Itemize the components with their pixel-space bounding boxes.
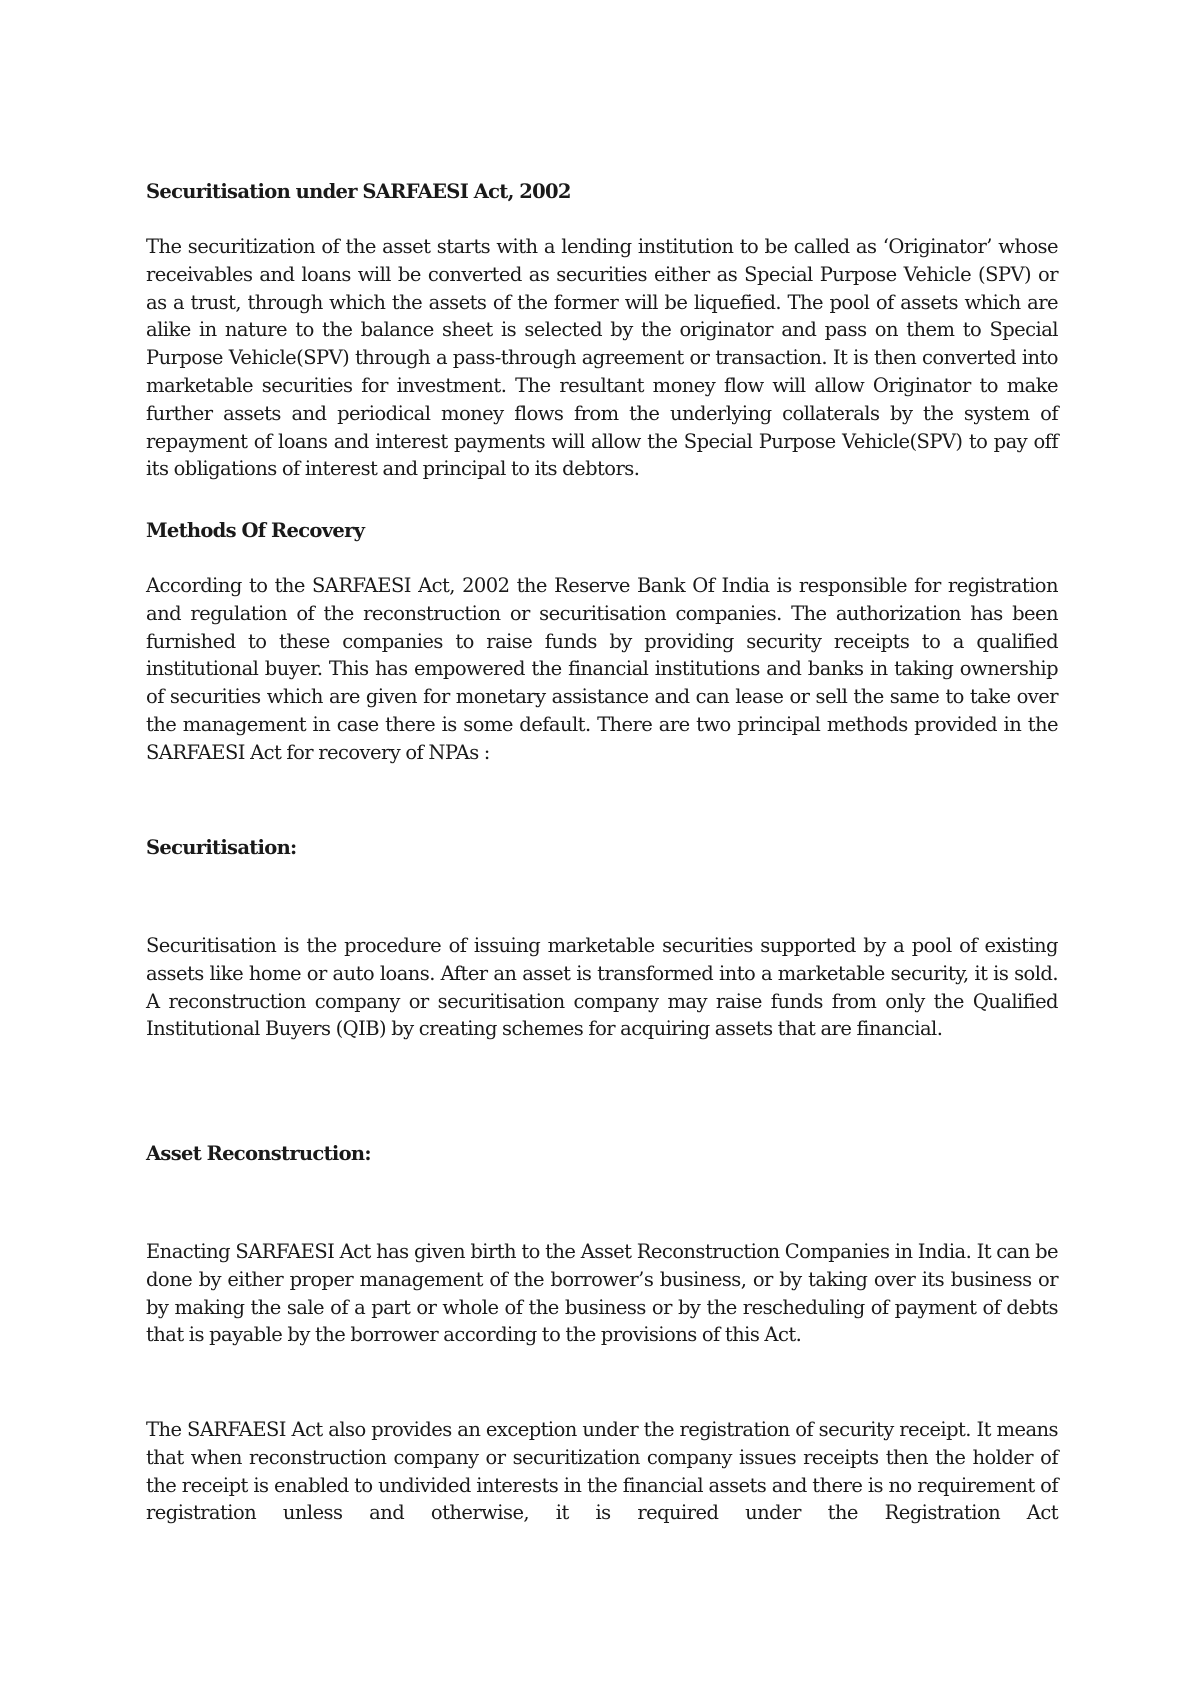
intro-paragraph: The securitization of the asset starts with a lending institution to be called as ‘Originator’ whose receivables and loans will be converted as securities either as Special Purpose Vehicle (SPV) or as a trust, through which the assets of the former will be liquefied. The pool of assets which are alike in nature to the balance sheet is selected by the originator and pass on them to Special Purpose Vehicle(SPV) through a pass-through agreement or transaction. It is then converted into marketable securities for investment. The resultant money flow will allow Originator to make further assets and periodical money flows from the underlying collaterals by the system of repayment of loans and interest payments will allow the Special Purpose Vehicle(SPV) to pay off its obligations of interest and principal to its debtors. xyxy=(146,235,1058,481)
document-title: Securitisation under SARFAESI Act, 2002 xyxy=(146,180,571,203)
securitisation-heading: Securitisation: xyxy=(146,836,297,859)
securitisation-paragraph: Securitisation is the procedure of issuing marketable securities supported by a pool of existing assets like home or auto loans. After an asset is transformed into a marketable security, it is sold. A reconstruction company or securitisation company may raise funds from only the Qualified Institutional Buyers (QIB) by creating schemes for acquiring assets that are financial. xyxy=(146,934,1058,1041)
methods-of-recovery-paragraph: According to the SARFAESI Act, 2002 the Reserve Bank Of India is responsible for registration and regulation of the reconstruction or securitisation companies. The authorization has been furnished to these companies to raise funds by providing security receipts to a qualified institutional buyer. This has empowered the financial institutions and banks in taking ownership of securities which are given for monetary assistance and can lease or sell the same to take over the management in case there is some default. There are two principal methods provided in the SARFAESI Act for recovery of NPAs : xyxy=(146,574,1058,764)
registration-exception-paragraph: The SARFAESI Act also provides an exception under the registration of security receipt. It means that when reconstruction company or securitization company issues receipts then the holder of the receipt is enabled to undivided interests in the financial assets and there is no requirement of registration unless and otherwise, it is required under the Registration Act xyxy=(146,1418,1058,1525)
asset-reconstruction-heading: Asset Reconstruction: xyxy=(146,1142,371,1165)
methods-of-recovery-heading: Methods Of Recovery xyxy=(146,519,365,542)
asset-reconstruction-paragraph: Enacting SARFAESI Act has given birth to the Asset Reconstruction Companies in India. It can be done by either proper management of the borrower’s business, or by taking over its business or by making the sale of a part or whole of the business or by the rescheduling of payment of debts that is payable by the borrower according to the provisions of this Act. xyxy=(146,1240,1058,1347)
